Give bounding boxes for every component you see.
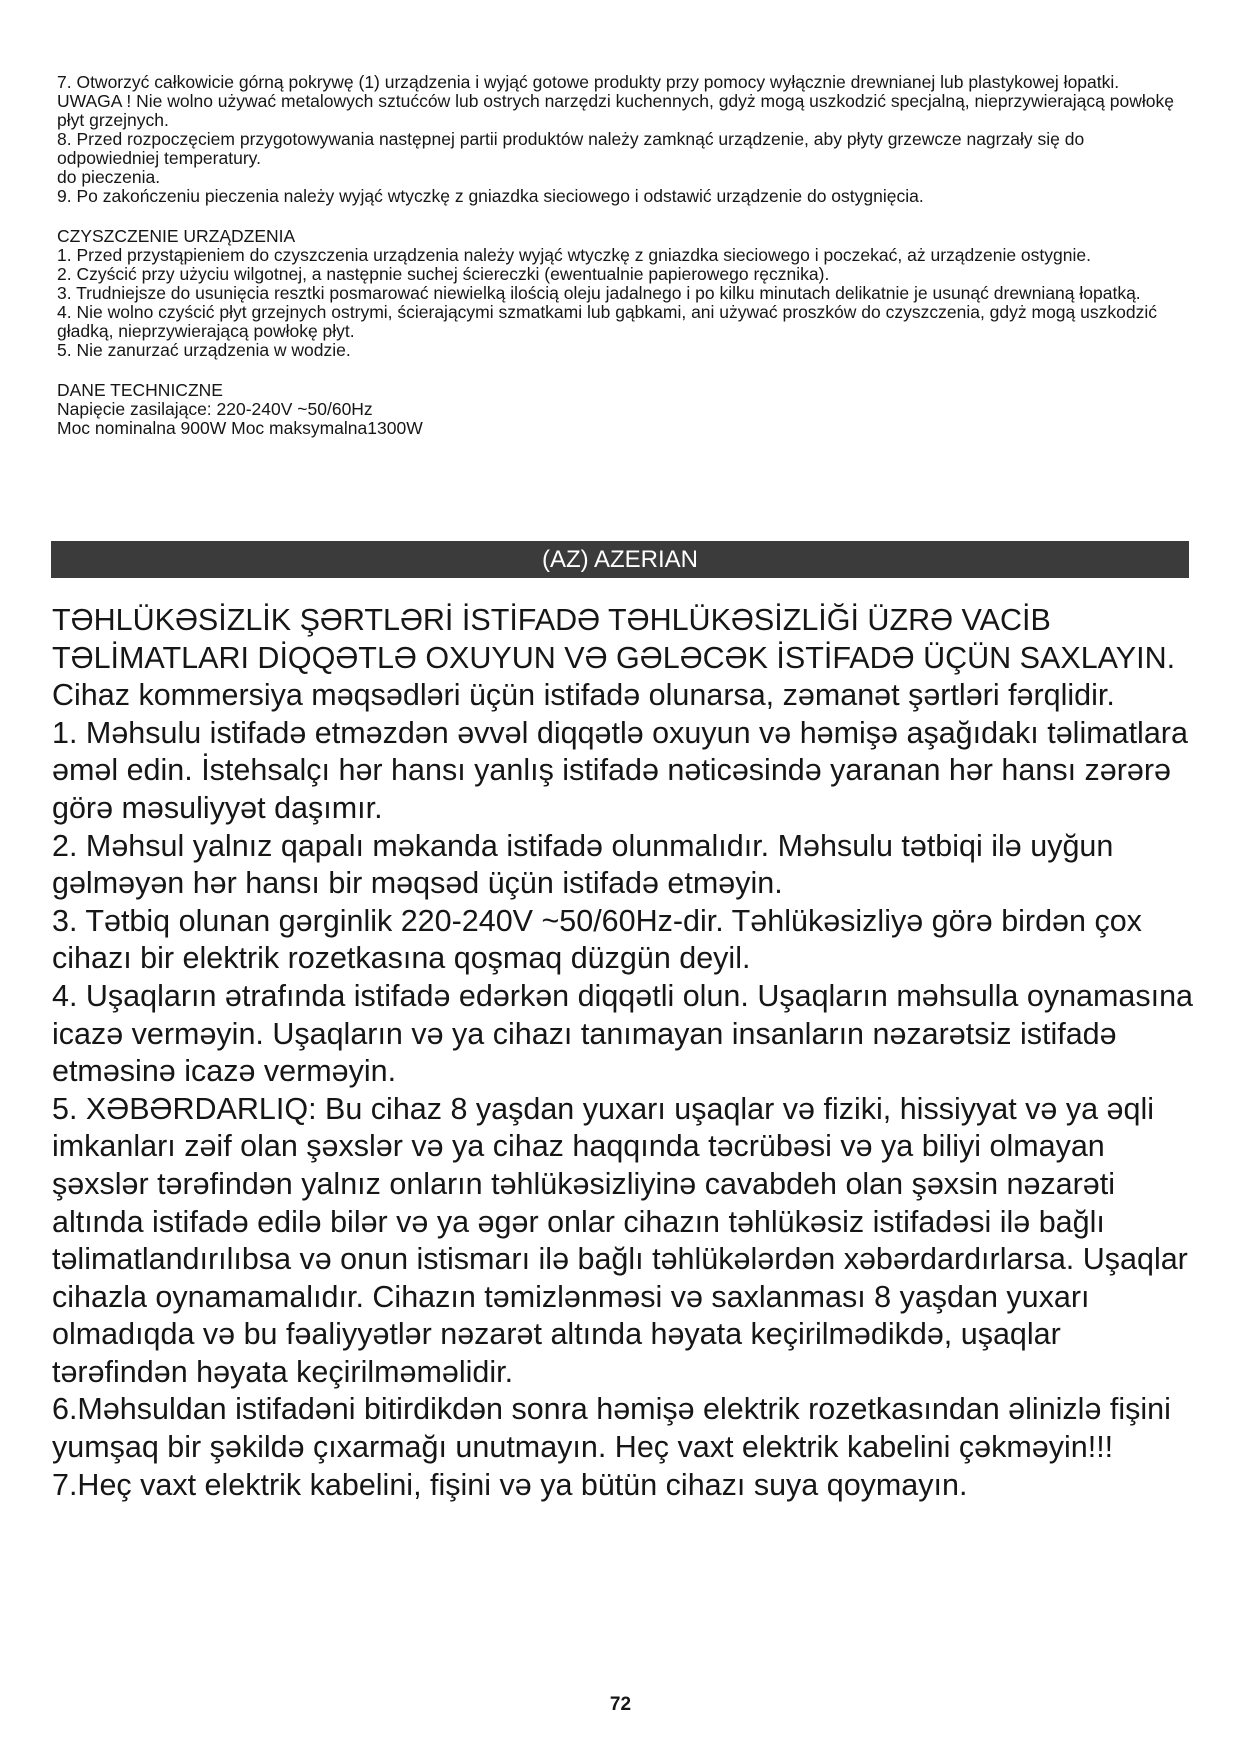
polish-section (57, 73, 1187, 438)
cleaning-item: 1. Przed przystąpieniem do czyszczenia urządzenia należy wyjąć wtyczkę z gniazdka sieciowego i poczekać, aż urządzenie ostygnie. (57, 245, 1091, 265)
cleaning-item: 2. Czyścić przy użyciu wilgotnej, a następnie suchej ściereczki (ewentualnie papierowego ręcznika). (57, 264, 830, 284)
pl-step-9: 9. Po zakończeniu pieczenia należy wyjąć wtyczkę z gniazdka sieciowego i odstawić urządzenie do ostygnięcia. (57, 186, 924, 206)
pl-step-8: 8. Przed rozpoczęciem przygotowywania następnej partii produktów należy zamknąć urządzenie, aby płyty grzewcze nagrzały się do odpowiedniej temperatury. (57, 129, 1085, 168)
cleaning-item: 5. Nie zanurzać urządzenia w wodzie. (57, 340, 351, 360)
az-paragraph: 5. XƏBƏRDARLIQ: Bu cihaz 8 yaşdan yuxarı uşaqlar və fiziki, hissiyyat və ya əqli imkanları zəif olan şəxslər və ya cihaz haqqında təcrübəsi və ya biliyi olmayan şəxslər tərəfindən yalnız onların təhlükəsizliyinə cavabdeh olan şəxsin nəzarəti altında istifadə edilə bilər və ya əgər onlar cihazın təhlükəsiz istifadəsi ilə bağlı təlimatlandırılıbsa və onun istismarı ilə bağlı təhlükələrdən xəbərdardırlarsa. Uşaqlar cihazla oynamamalıdır. Cihazın təmizlənməsi və saxlanması 8 yaşdan yuxarı olmadıqda və bu fəaliyyətlər nəzarət altında həyata keçirilmədikdə, uşaqlar tərəfindən həyata keçirilməməlidir. (52, 1091, 1188, 1389)
language-section-banner: (AZ) AZERIAN (51, 541, 1189, 578)
az-paragraph: 4. Uşaqların ətrafında istifadə edərkən diqqətli olun. Uşaqların məhsulla oynamasına icazə verməyin. Uşaqların və ya cihazı tanımayan insanların nəzarətsiz istifadə etməsinə icazə verməyin. (52, 978, 1194, 1089)
cleaning-item: 3. Trudniejsze do usunięcia resztki posmarować niewielką ilością oleju jadalnego i po kilku minutach delikatnie je usunąć drewnianą łopatką. (57, 283, 1141, 303)
az-paragraph: 6.Məhsuldan istifadəni bitirdikdən sonra həmişə elektrik rozetkasından əlinizlə fişini yumşaq bir şəkildə çıxarmağı unutmayın. Heç vaxt elektrik kabelini çəkməyin!!! (52, 1392, 1171, 1465)
cleaning-item: 4. Nie wolno czyścić płyt grzejnych ostrymi, ścierającymi szmatkami lub gąbkami, ani używać proszków do czyszczenia, gdyż mogą uszkodzić gładką, nieprzywierającą powłokę płyt. (57, 302, 1157, 341)
pl-step-7: 7. Otworzyć całkowicie górną pokrywę (1) urządzenia i wyjąć gotowe produkty przy pomocy wyłącznie drewnianej lub plastykowej łopatki. (57, 72, 1120, 92)
az-title: TƏHLÜKƏSİZLİK ŞƏRTLƏRİ İSTİFADƏ TƏHLÜKƏSİZLİĞİ ÜZRƏ VACİB TƏLİMATLARI DİQQƏTLƏ OXUYUN VƏ GƏLƏCƏK İSTİFADƏ ÜÇÜN SAXLAYIN. (52, 603, 1176, 675)
page-number: 72 (609, 1694, 632, 1715)
tech-power: Moc nominalna 900W Moc maksymalna1300W (57, 418, 423, 438)
az-paragraph: Cihaz kommersiya məqsədləri üçün istifadə olunarsa, zəmanət şərtləri fərqlidir. (52, 678, 1115, 713)
pl-warning: UWAGA ! Nie wolno używać metalowych sztućców lub ostrych narzędzi kuchennych, gdyż mogą uszkodzić specjalną, nieprzywierającą powłokę płyt grzejnych. (57, 91, 1174, 130)
tech-heading: DANE TECHNICZNE (57, 380, 223, 400)
az-paragraph: 3. Tətbiq olunan gərginlik 220-240V ~50/60Hz-dir. Təhlükəsizliyə görə birdən çox cihazı bir elektrik rozetkasına qoşmaq düzgün deyil. (52, 903, 1142, 976)
tech-voltage: Napięcie zasilające: 220-240V ~50/60Hz (57, 399, 373, 419)
az-paragraph: 1. Məhsulu istifadə etməzdən əvvəl diqqətlə oxuyun və həmişə aşağıdakı təlimatlara əməl edin. İstehsalçı hər hansı yanlış istifadə nəticəsində yaranan hər hansı zərərə görə məsuliyyət daşımır. (52, 715, 1188, 825)
pl-step-8-continued: do pieczenia. (57, 167, 161, 187)
cleaning-heading: CZYSZCZENIE URZĄDZENIA (57, 226, 296, 246)
az-paragraph: 7.Heç vaxt elektrik kabelini, fişini və ya bütün cihazı suya qoymayın. (52, 1467, 968, 1502)
azerbaijani-section (52, 602, 1197, 1504)
az-paragraph: 2. Məhsul yalnız qapalı məkanda istifadə olunmalıdır. Məhsulu tətbiqi ilə uyğun gəlməyən hər hansı bir məqsəd üçün istifadə etməyin. (52, 828, 1114, 901)
